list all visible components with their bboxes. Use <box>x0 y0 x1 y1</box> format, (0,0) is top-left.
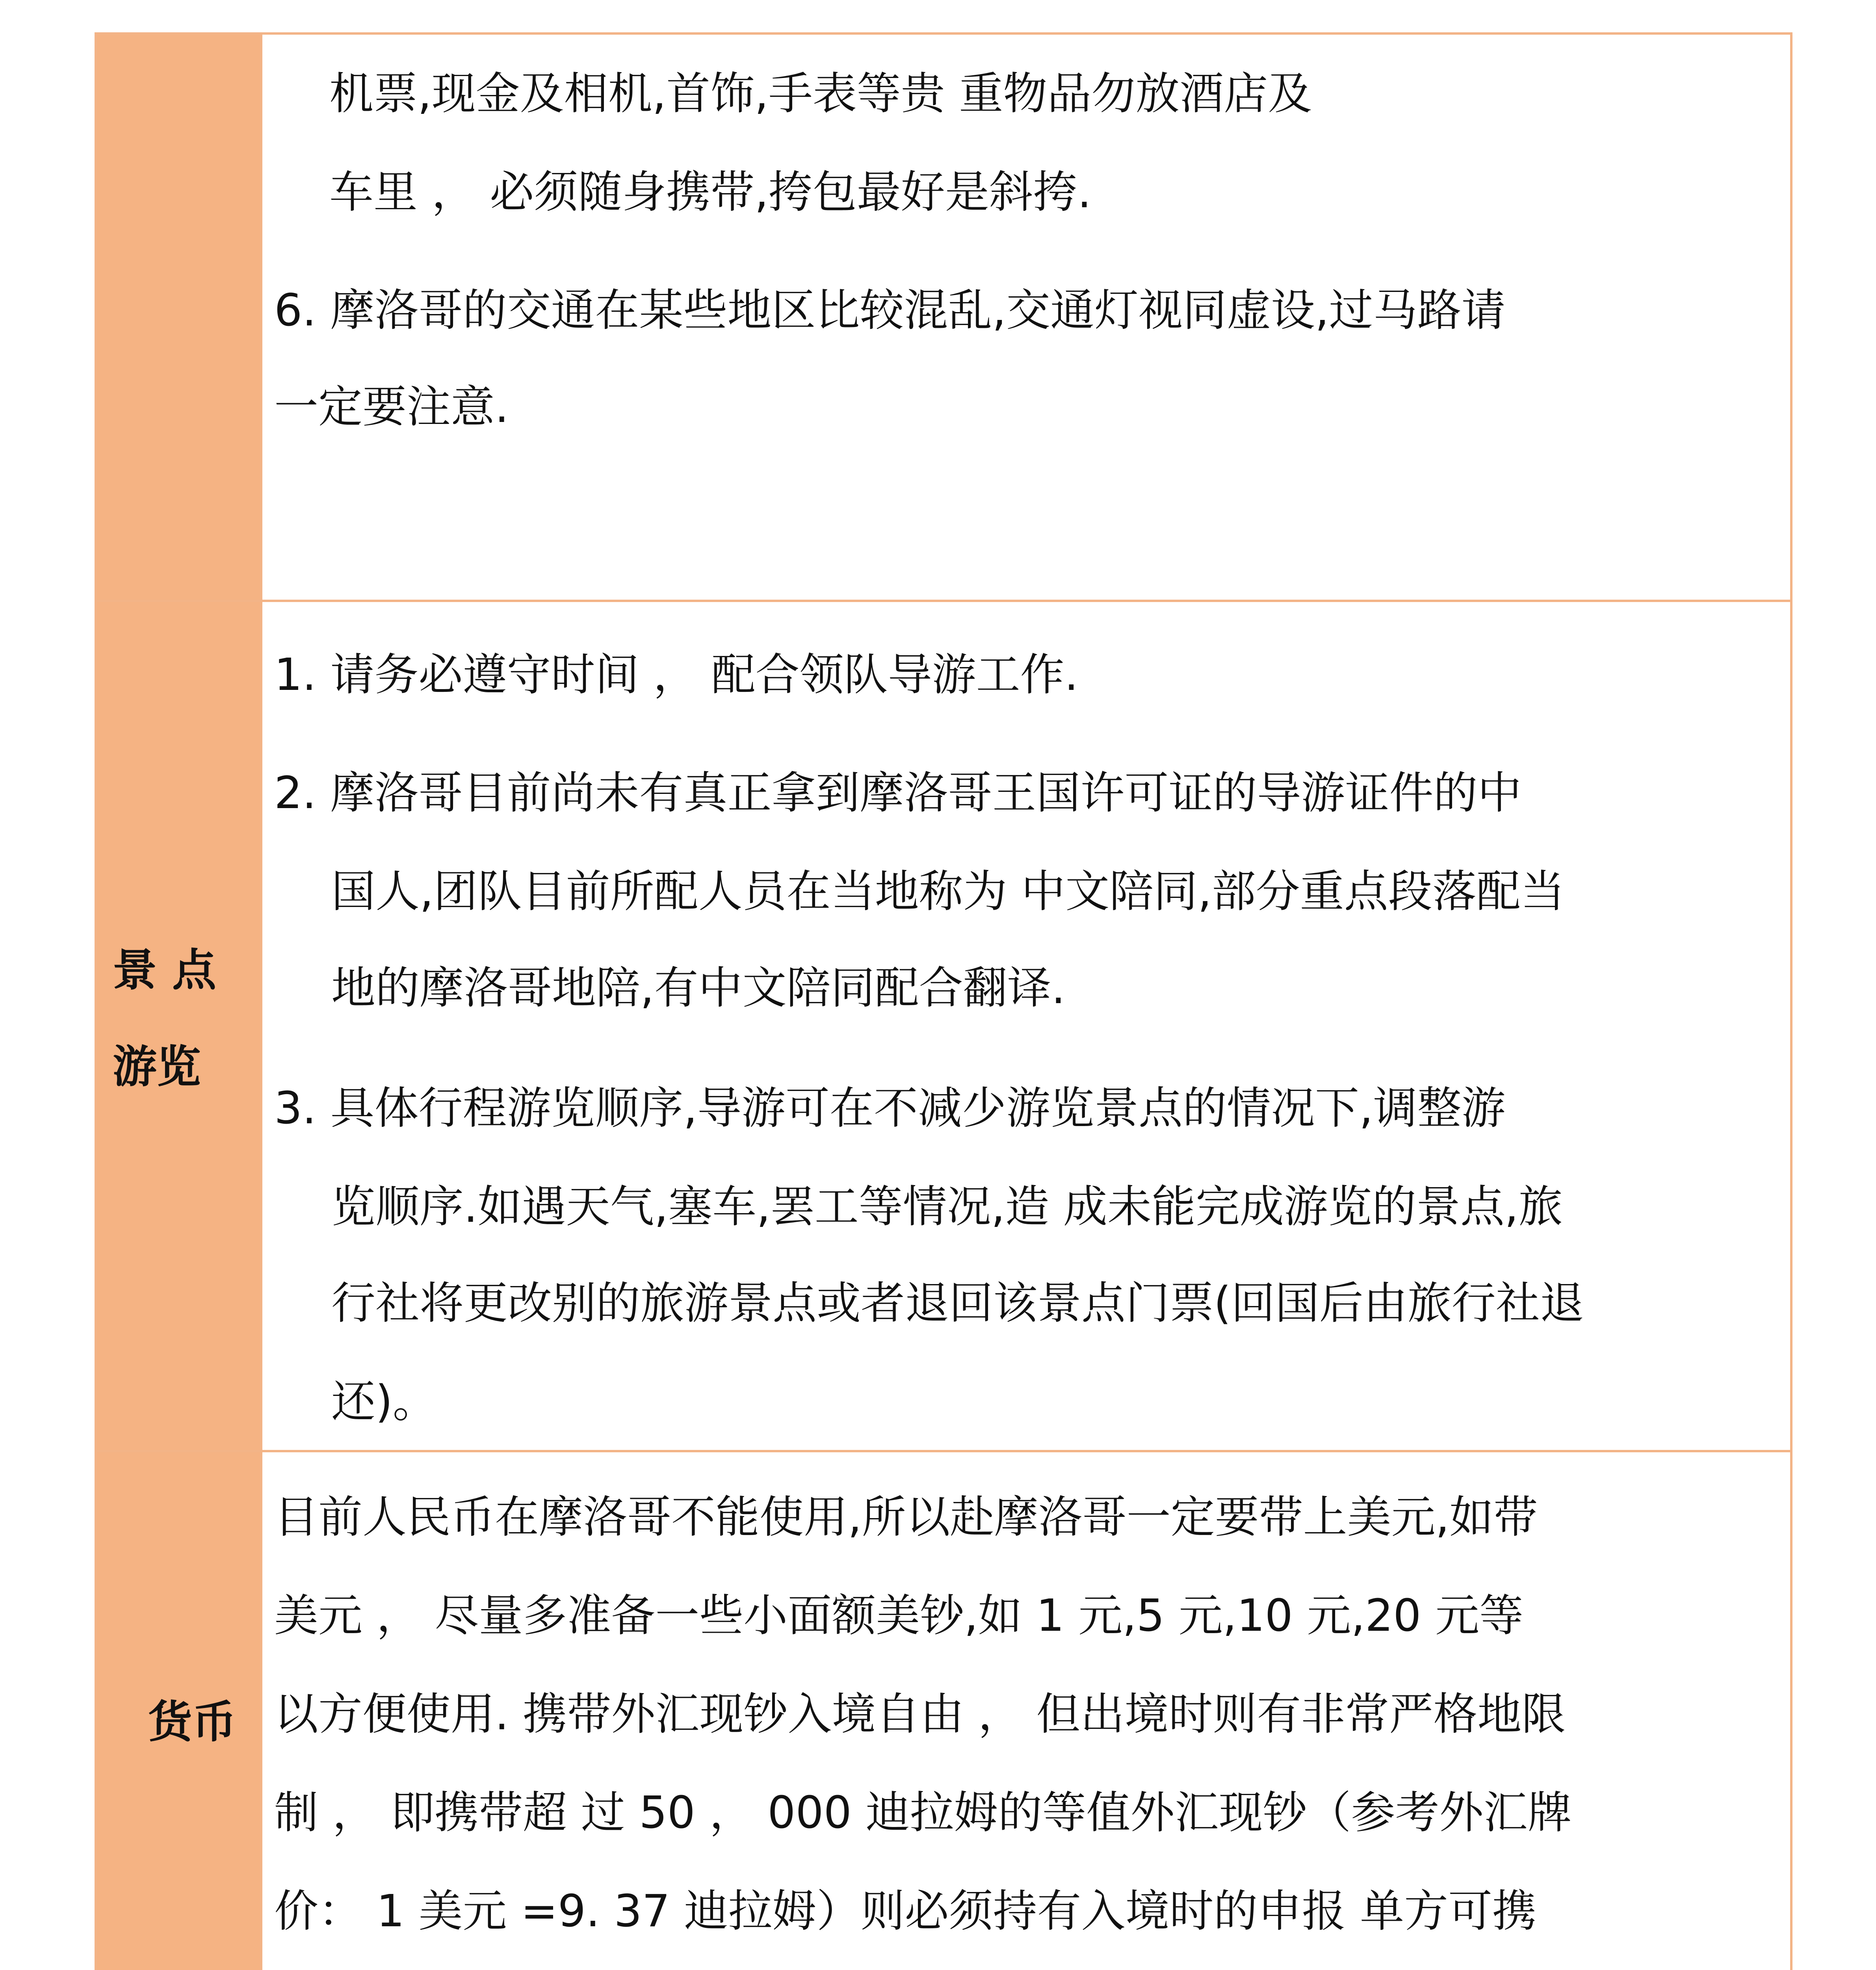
text-line: 国人,团队目前所配人员在当地称为 中文陪同,部分重点段落配当 <box>331 866 1565 917</box>
row-content-cell <box>262 35 1790 600</box>
row-content-cell <box>262 602 1790 1450</box>
text-line: 览顺序.如遇天气,塞车,罢工等情况,造 成未能完成游览的景点,旅 <box>331 1181 1563 1232</box>
text-line: 3. 具体行程游览顺序,导游可在不减少游览景点的情况下,调整游 <box>274 1083 1506 1134</box>
row-label-cell <box>97 1452 262 1970</box>
row-label: 游览 <box>113 1041 201 1093</box>
row-currency <box>97 1452 1790 1970</box>
row-label: 货币 <box>148 1697 236 1748</box>
row-label-cell <box>97 35 262 600</box>
row-sightseeing <box>97 602 1790 1452</box>
row-label: 景 点 <box>113 945 216 996</box>
text-line: 美元 ， 尽量多准备一些小面额美钞,如 1 元,5 元,10 元,20 元等 <box>274 1590 1524 1641</box>
row-label-cell <box>97 602 262 1450</box>
text-line: 制 ， 即携带超 过 50 ， 000 迪拉姆的等值外汇现钞（参考外汇牌 <box>274 1787 1572 1838</box>
text-line: 车里 ， 必须随身携带,挎包最好是斜挎. <box>329 167 1092 218</box>
text-line: 1. 请务必遵守时间 ， 配合领队导游工作. <box>274 649 1079 701</box>
text-line: 2. 摩洛哥目前尚未有真正拿到摩洛哥王国许可证的导游证件的中 <box>274 768 1522 819</box>
row-content-cell <box>262 1452 1790 1970</box>
text-line: 还)。 <box>331 1376 437 1427</box>
text-line: 6. 摩洛哥的交通在某些地区比较混乱,交通灯视同虚设,过马路请 <box>274 285 1506 336</box>
text-line: 地的摩洛哥地陪,有中文陪同配合翻译. <box>331 963 1066 1014</box>
text-line: 行社将更改别的旅游景点或者退回该景点门票(回国后由旅行社退 <box>331 1278 1584 1329</box>
text-line: 一定要注意. <box>274 381 509 433</box>
text-line: 价： 1 美元 =9. 37 迪拉姆）则必须持有入境时的申报 单方可携 <box>274 1886 1537 1937</box>
text-line: 目前人民币在摩洛哥不能使用,所以赴摩洛哥一定要带上美元,如带 <box>274 1492 1538 1543</box>
row-safety <box>97 35 1790 602</box>
text-line: 机票,现金及相机,首饰,手表等贵 重物品勿放酒店及 <box>329 68 1312 119</box>
info-table <box>95 32 1792 1970</box>
text-line: 以方便使用. 携带外汇现钞入境自由 ， 但出境时则有非常严格地限 <box>274 1689 1566 1740</box>
